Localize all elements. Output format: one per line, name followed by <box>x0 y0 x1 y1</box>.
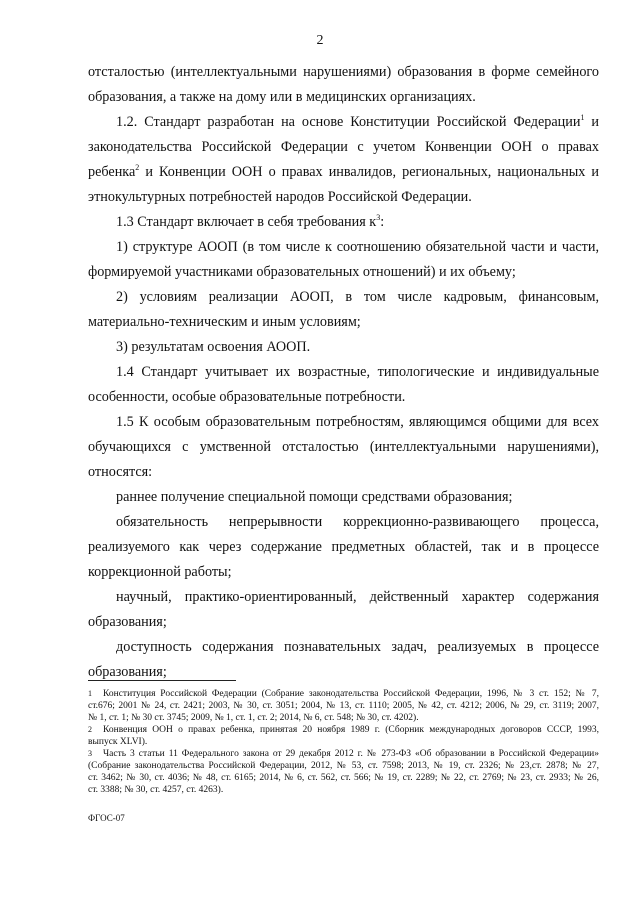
footnote-line: ст. 3462; № 30, ст. 4036; № 48, ст. 6165; 2014, № 6, ст. 562, ст. 566; № 19, ст. 2289; № 22, ст. 2769; № 23, ст. 2933; № 26, <box>88 773 599 783</box>
text-line: образования; <box>88 614 167 630</box>
footnote-ref: 3 <box>376 213 381 222</box>
text-line: доступность содержания познавательных задач, реализуемых в процессе <box>116 639 599 655</box>
text-line <box>88 164 599 180</box>
footnote-divider <box>88 680 236 681</box>
footnote-line: (Собрание законодательства Российской Федерации, 2012, № 53, ст. 7598; 2013, № 19, ст. 2326; № 23,ст. 2878; № 27, <box>88 761 599 771</box>
text-line: обучающихся с умственной отсталостью (интеллектуальными нарушениями), <box>88 439 599 455</box>
footnote-1 <box>88 689 599 700</box>
text-line: раннее получение специальной помощи средствами образования; <box>116 489 513 505</box>
text-line: законодательства Российской Федерации с учетом Конвенции ООН о правах <box>88 139 599 155</box>
footnote-line: ст. 3388; № 30, ст. 4257, ст. 4263). <box>88 785 224 795</box>
footnote-text: Часть 3 статьи 11 Федерального закона от 29 декабря 2012 г. № 273-ФЗ «Об образовании в Российской Федерации» <box>103 749 599 759</box>
text-line: 3) результатам освоения АООП. <box>116 339 311 355</box>
text-line: отсталостью (интеллектуальными нарушениями) образования в форме семейного <box>88 64 599 80</box>
text-line: образования; <box>88 664 167 680</box>
footnote-text: Конституция Российской Федерации (Собрание законодательства Российской Федерации, 1996, № 3 ст. 152; № 7, <box>103 689 599 699</box>
page-number: 2 <box>316 33 324 48</box>
text-line: относятся: <box>88 464 153 480</box>
text-line: 1.5 К особым образовательным потребностям, являющимся общими для всех <box>116 414 599 430</box>
footnote-line: ст.676; 2001 № 24, ст. 2421; 2003, № 30, ст. 3051; 2004, № 13, ст. 1110; 2005, № 42, ст. 4212; 2006, № 29, ст. 3119; 2007, <box>88 701 599 711</box>
text-line: этнокультурных потребностей народов Российской Федерации. <box>88 189 472 205</box>
text-line <box>116 214 384 230</box>
text-line: образования, а также на дому или в медицинских организациях. <box>88 89 476 105</box>
footnote-text: Конвенция ООН о правах ребенка, принятая 20 ноября 1989 г. (Сборник международных договоров СССР, 1993, <box>103 725 599 735</box>
text-line: коррекционной работы; <box>88 564 232 580</box>
text-line: 1.4 Стандарт учитывает их возрастные, типологические и индивидуальные <box>116 364 599 380</box>
footnote-2 <box>88 725 599 736</box>
text-line: материально-техническим и иным условиям; <box>88 314 361 330</box>
text-line: реализуемого как через содержание предметных областей, так и в процессе <box>88 539 599 555</box>
footnote-mark: 3 <box>88 749 92 758</box>
document-code: ФГОС-07 <box>88 813 125 823</box>
text-line: 2) условиям реализации АООП, в том числе кадровым, финансовым, <box>116 289 599 305</box>
text-segment: ребенка <box>88 164 136 180</box>
footnote-mark: 2 <box>88 725 92 734</box>
footnote-line: выпуск XLVI). <box>88 737 148 747</box>
text-line: особенности, особые образовательные потребности. <box>88 389 406 405</box>
footnote-ref: 2 <box>135 163 140 172</box>
text-segment: : <box>380 214 385 230</box>
text-line: обязательность непрерывности коррекционно-развивающего процесса, <box>116 514 599 530</box>
footnote-3 <box>88 749 599 760</box>
footnote-ref: 1 <box>580 113 585 122</box>
text-segment: и Конвенции ООН о правах инвалидов, региональных, национальных и <box>139 164 599 180</box>
footnote-line: № 1, ст. 1; № 30 ст. 3745; 2009, № 1, ст. 1, ст. 2; 2014, № 6, ст. 548; № 30, ст. 4202). <box>88 713 419 723</box>
footnote-mark: 1 <box>88 689 92 698</box>
text-line: формируемой участниками образовательных отношений) и их объему; <box>88 264 516 280</box>
text-segment: 1.3 Стандарт включает в себя требования к <box>116 214 377 230</box>
text-line <box>116 114 599 130</box>
text-segment: 1.2. Стандарт разработан на основе Конституции Российской Федерации <box>116 114 581 130</box>
text-segment: и <box>584 114 599 130</box>
text-line: 1) структуре АООП (в том числе к соотношению обязательной части и части, <box>116 239 599 255</box>
text-line: научный, практико-ориентированный, действенный характер содержания <box>116 589 599 605</box>
